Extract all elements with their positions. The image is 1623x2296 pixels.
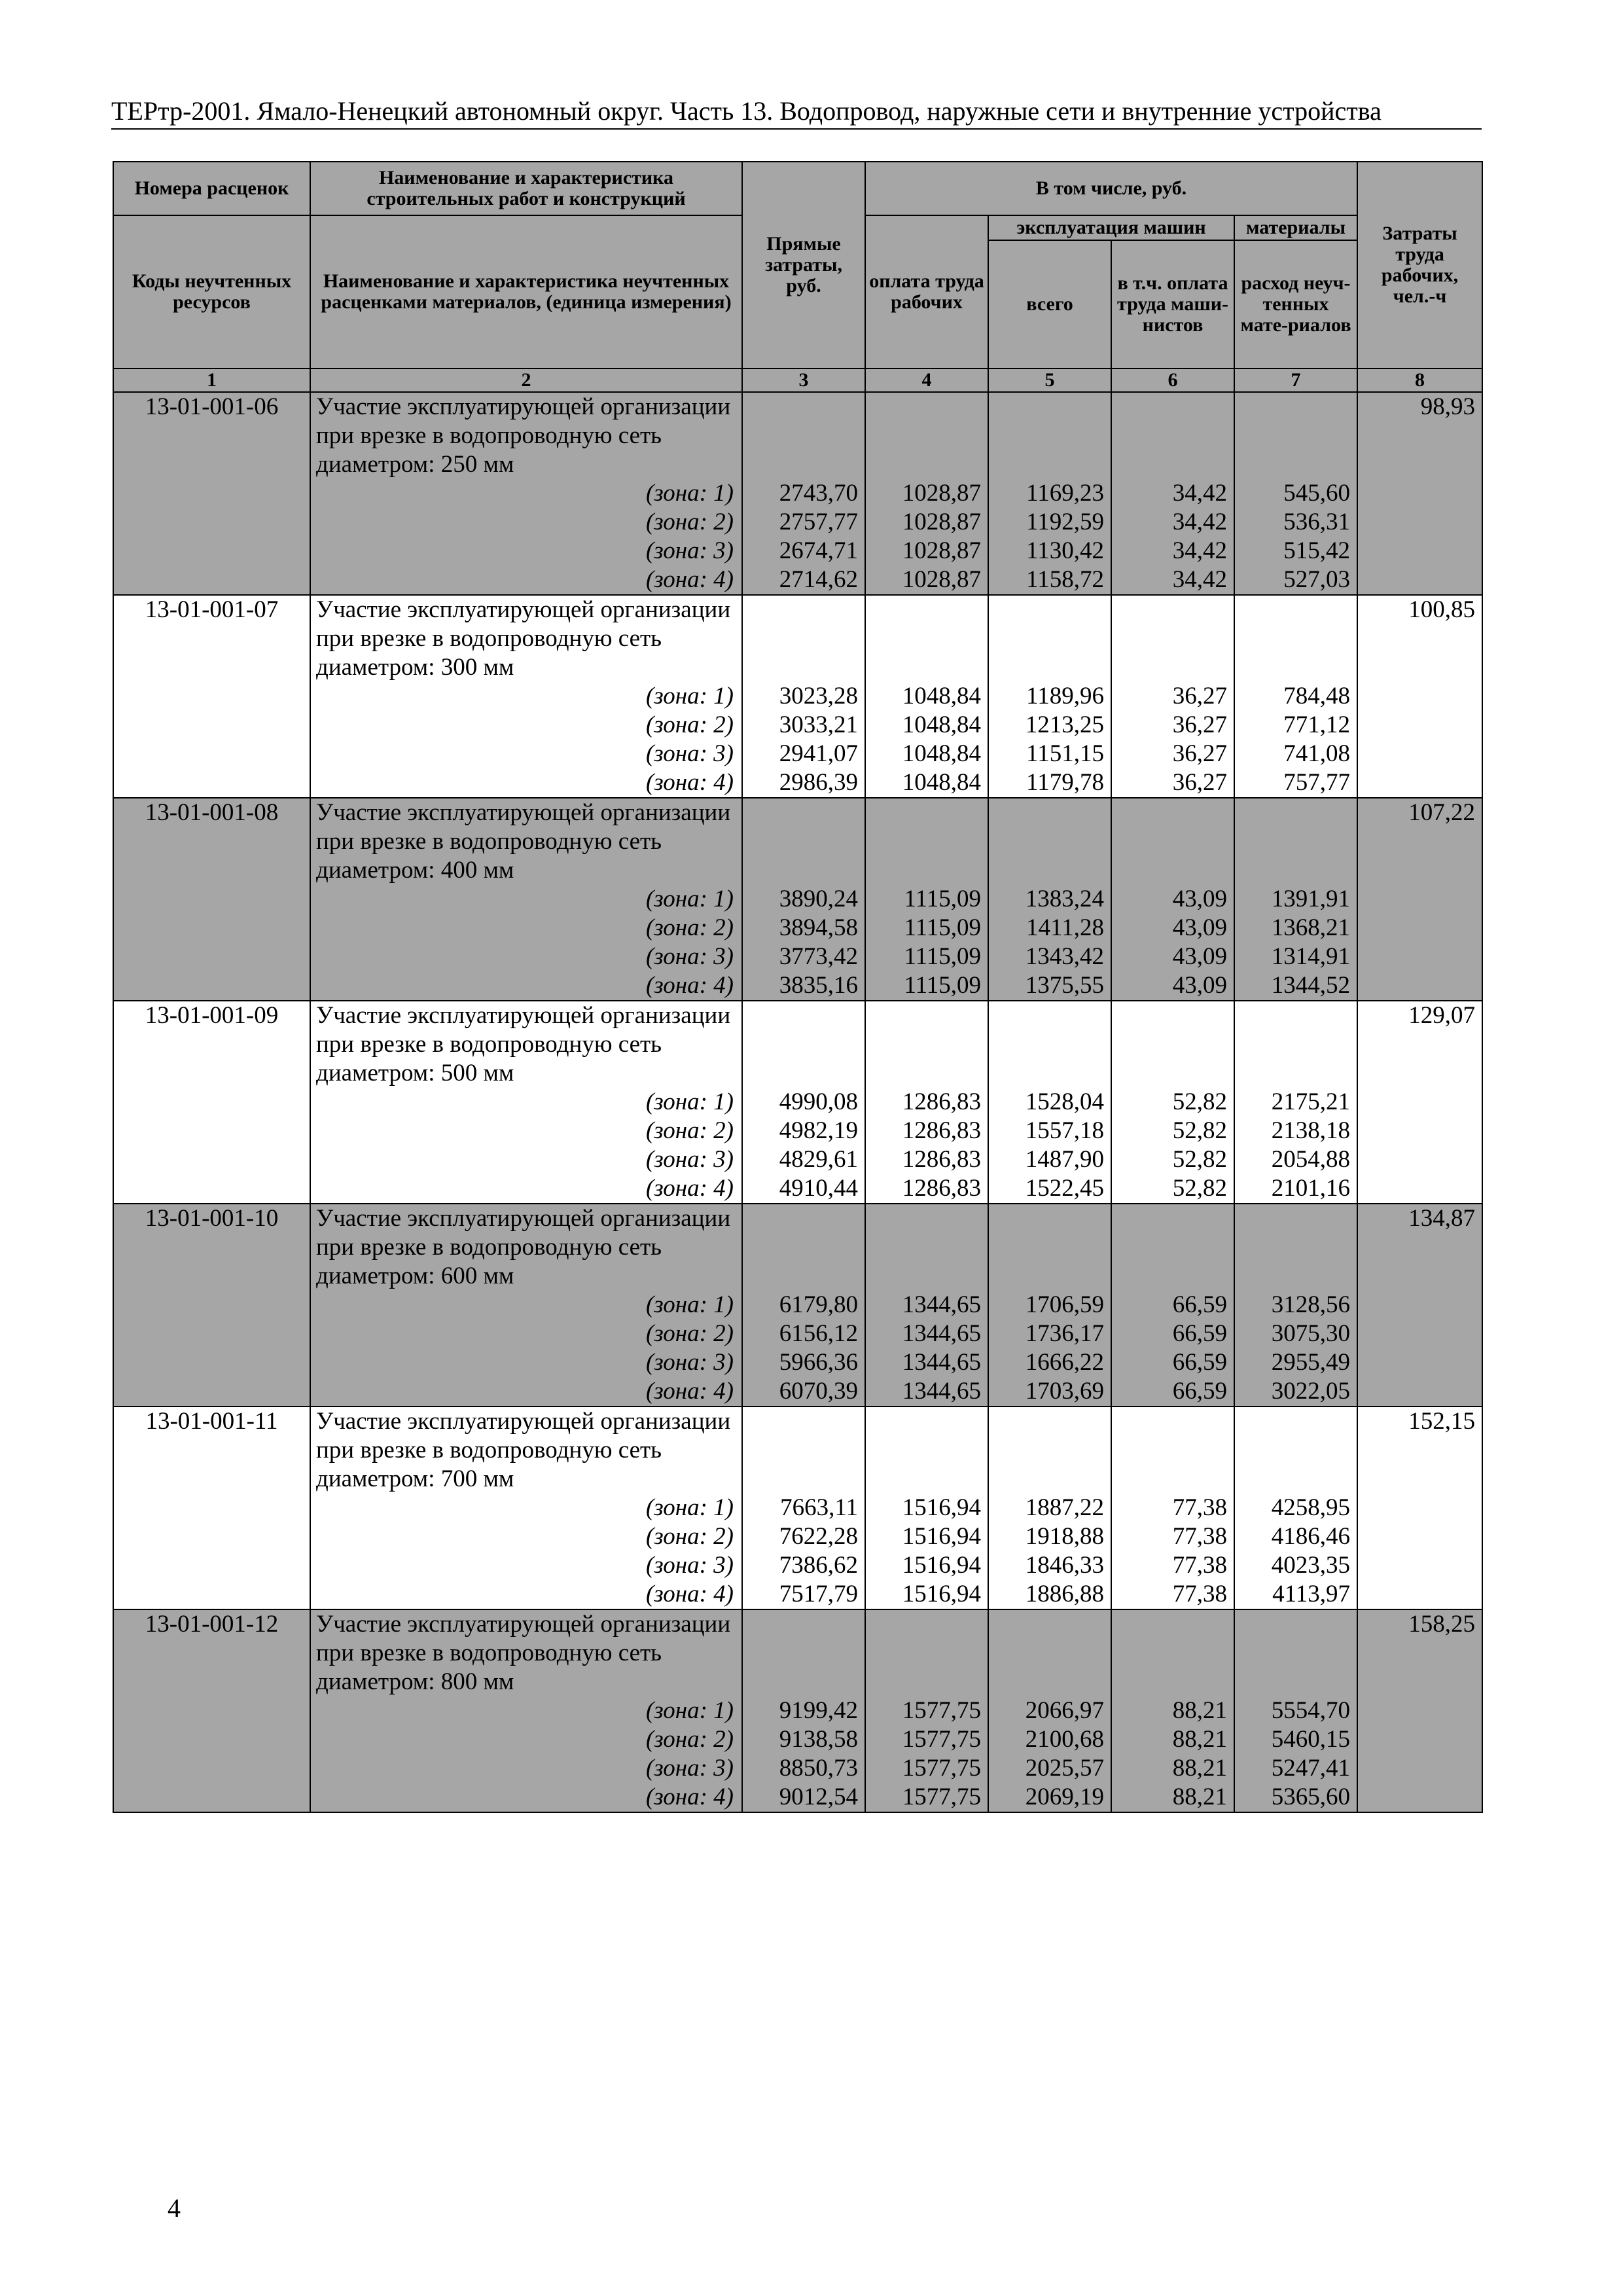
worker-wages: 1028,87	[865, 479, 988, 508]
rate-description: Участие эксплуатирующей организации при врезке в водопроводную сеть диаметром: 800 мм	[310, 1609, 742, 1696]
empty-cell	[865, 1609, 988, 1696]
zone-row	[113, 1580, 1482, 1609]
empty-cell	[742, 595, 865, 682]
machinist-wages: 66,59	[1111, 1377, 1234, 1407]
empty-cell	[742, 798, 865, 885]
worker-wages: 1286,83	[865, 1088, 988, 1117]
materials-cost: 4258,95	[1234, 1494, 1357, 1522]
column-number: 1	[113, 368, 310, 392]
machines-total: 1411,28	[988, 914, 1111, 942]
page-number: 4	[168, 2193, 181, 2223]
machinist-wages: 77,38	[1111, 1494, 1234, 1522]
zone-label: (зона: 1)	[310, 682, 742, 711]
direct-cost: 9138,58	[742, 1725, 865, 1754]
zone-row	[113, 740, 1482, 768]
empty-cell	[1111, 1407, 1234, 1494]
materials-cost: 3075,30	[1234, 1319, 1357, 1348]
worker-wages: 1516,94	[865, 1494, 988, 1522]
machines-total: 1557,18	[988, 1117, 1111, 1145]
empty-cell	[865, 1204, 988, 1291]
machines-total: 1706,59	[988, 1291, 1111, 1319]
zone-label: (зона: 3)	[310, 942, 742, 971]
direct-cost: 7622,28	[742, 1522, 865, 1551]
empty-cell	[865, 798, 988, 885]
worker-wages: 1115,09	[865, 971, 988, 1001]
zone-label: (зона: 3)	[310, 740, 742, 768]
machinist-wages: 88,21	[1111, 1783, 1234, 1812]
title-rule	[111, 128, 1482, 130]
machines-total: 1383,24	[988, 885, 1111, 914]
rate-code: 13-01-001-07	[113, 595, 310, 798]
header-labor-costs: Затраты труда рабочих, чел.-ч	[1357, 162, 1482, 368]
machines-total: 1169,23	[988, 479, 1111, 508]
zone-label: (зона: 2)	[310, 1725, 742, 1754]
direct-cost: 2941,07	[742, 740, 865, 768]
worker-wages: 1028,87	[865, 508, 988, 537]
empty-cell	[1234, 392, 1357, 479]
header-unaccounted-materials: расход неуч-тенных мате-риалов	[1234, 240, 1357, 368]
machines-total: 1189,96	[988, 682, 1111, 711]
machinist-wages: 43,09	[1111, 885, 1234, 914]
zone-row	[113, 1174, 1482, 1204]
worker-wages: 1048,84	[865, 740, 988, 768]
direct-cost: 7663,11	[742, 1494, 865, 1522]
machines-total: 2025,57	[988, 1754, 1111, 1783]
zone-row	[113, 1145, 1482, 1174]
worker-wages: 1344,65	[865, 1291, 988, 1319]
materials-cost: 536,31	[1234, 508, 1357, 537]
rate-description: Участие эксплуатирующей организации при врезке в водопроводную сеть диаметром: 300 мм	[310, 595, 742, 682]
labor-cost: 129,07	[1357, 1001, 1482, 1204]
materials-cost: 2054,88	[1234, 1145, 1357, 1174]
direct-cost: 6179,80	[742, 1291, 865, 1319]
worker-wages: 1286,83	[865, 1117, 988, 1145]
zone-row	[113, 711, 1482, 740]
machinist-wages: 36,27	[1111, 711, 1234, 740]
empty-cell	[1234, 1204, 1357, 1291]
zone-row	[113, 1696, 1482, 1725]
zone-label: (зона: 2)	[310, 1319, 742, 1348]
worker-wages: 1516,94	[865, 1580, 988, 1609]
labor-cost: 134,87	[1357, 1204, 1482, 1407]
rate-description: Участие эксплуатирующей организации при врезке в водопроводную сеть диаметром: 500 мм	[310, 1001, 742, 1088]
worker-wages: 1115,09	[865, 914, 988, 942]
materials-cost: 771,12	[1234, 711, 1357, 740]
header-including-group: В том числе, руб.	[865, 162, 1357, 215]
rate-code: 13-01-001-12	[113, 1609, 310, 1812]
materials-cost: 4023,35	[1234, 1551, 1357, 1580]
direct-cost: 5966,36	[742, 1348, 865, 1377]
materials-cost: 5247,41	[1234, 1754, 1357, 1783]
machines-total: 2066,97	[988, 1696, 1111, 1725]
worker-wages: 1344,65	[865, 1348, 988, 1377]
worker-wages: 1115,09	[865, 942, 988, 971]
machinist-wages: 43,09	[1111, 914, 1234, 942]
machines-total: 1179,78	[988, 768, 1111, 798]
machines-total: 1666,22	[988, 1348, 1111, 1377]
header-machines-total: всего	[988, 240, 1111, 368]
header-materials-group: материалы	[1234, 215, 1357, 240]
machinist-wages: 88,21	[1111, 1725, 1234, 1754]
direct-cost: 4910,44	[742, 1174, 865, 1204]
materials-cost: 3128,56	[1234, 1291, 1357, 1319]
zone-row	[113, 1348, 1482, 1377]
machines-total: 1846,33	[988, 1551, 1111, 1580]
direct-cost: 3023,28	[742, 682, 865, 711]
machinist-wages: 34,42	[1111, 537, 1234, 565]
empty-cell	[1234, 1609, 1357, 1696]
zone-label: (зона: 3)	[310, 1551, 742, 1580]
empty-cell	[1234, 1001, 1357, 1088]
machines-total: 1886,88	[988, 1580, 1111, 1609]
machines-total: 1918,88	[988, 1522, 1111, 1551]
zone-row	[113, 1377, 1482, 1407]
zone-row	[113, 1522, 1482, 1551]
direct-cost: 9199,42	[742, 1696, 865, 1725]
zone-label: (зона: 2)	[310, 711, 742, 740]
machinist-wages: 52,82	[1111, 1174, 1234, 1204]
zone-row	[113, 942, 1482, 971]
machines-total: 2069,19	[988, 1783, 1111, 1812]
direct-cost: 7386,62	[742, 1551, 865, 1580]
rate-code: 13-01-001-10	[113, 1204, 310, 1407]
materials-cost: 1368,21	[1234, 914, 1357, 942]
direct-cost: 2674,71	[742, 537, 865, 565]
zone-row	[113, 914, 1482, 942]
direct-cost: 2714,62	[742, 565, 865, 595]
machinist-wages: 88,21	[1111, 1696, 1234, 1725]
column-number: 7	[1234, 368, 1357, 392]
header-rate-numbers: Номера расценок	[113, 162, 310, 215]
zone-row	[113, 1494, 1482, 1522]
empty-cell	[742, 392, 865, 479]
zone-row	[113, 565, 1482, 595]
empty-cell	[988, 1204, 1111, 1291]
direct-cost: 2986,39	[742, 768, 865, 798]
empty-cell	[1111, 1204, 1234, 1291]
direct-cost: 3033,21	[742, 711, 865, 740]
worker-wages: 1577,75	[865, 1754, 988, 1783]
zone-label: (зона: 2)	[310, 914, 742, 942]
empty-cell	[742, 1407, 865, 1494]
machinist-wages: 66,59	[1111, 1291, 1234, 1319]
empty-cell	[865, 1001, 988, 1088]
direct-cost: 2757,77	[742, 508, 865, 537]
empty-cell	[1234, 1407, 1357, 1494]
zone-row	[113, 1291, 1482, 1319]
zone-row	[113, 1783, 1482, 1812]
machinist-wages: 43,09	[1111, 942, 1234, 971]
machinist-wages: 52,82	[1111, 1117, 1234, 1145]
zone-label: (зона: 1)	[310, 1291, 742, 1319]
materials-cost: 515,42	[1234, 537, 1357, 565]
header-work-name: Наименование и характеристика строительных работ и конструкций	[310, 162, 742, 215]
machines-total: 1343,42	[988, 942, 1111, 971]
table-header	[113, 162, 1482, 392]
materials-cost: 2955,49	[1234, 1348, 1357, 1377]
materials-cost: 3022,05	[1234, 1377, 1357, 1407]
direct-cost: 2743,70	[742, 479, 865, 508]
rate-description: Участие эксплуатирующей организации при врезке в водопроводную сеть диаметром: 400 мм	[310, 798, 742, 885]
zone-label: (зона: 4)	[310, 1377, 742, 1407]
empty-cell	[988, 595, 1111, 682]
machines-total: 1213,25	[988, 711, 1111, 740]
labor-cost: 152,15	[1357, 1407, 1482, 1609]
worker-wages: 1344,65	[865, 1377, 988, 1407]
rate-block	[113, 1001, 1482, 1204]
worker-wages: 1516,94	[865, 1551, 988, 1580]
worker-wages: 1344,65	[865, 1319, 988, 1348]
column-number: 3	[742, 368, 865, 392]
zone-label: (зона: 3)	[310, 537, 742, 565]
header-machines-group: эксплуатация машин	[988, 215, 1234, 240]
worker-wages: 1028,87	[865, 537, 988, 565]
zone-row	[113, 479, 1482, 508]
worker-wages: 1048,84	[865, 768, 988, 798]
zone-label: (зона: 4)	[310, 1783, 742, 1812]
zone-label: (зона: 2)	[310, 508, 742, 537]
worker-wages: 1048,84	[865, 682, 988, 711]
direct-cost: 3835,16	[742, 971, 865, 1001]
materials-cost: 1314,91	[1234, 942, 1357, 971]
machines-total: 1703,69	[988, 1377, 1111, 1407]
header-worker-wages: оплата труда рабочих	[865, 215, 988, 368]
worker-wages: 1577,75	[865, 1783, 988, 1812]
empty-cell	[865, 392, 988, 479]
worker-wages: 1286,83	[865, 1145, 988, 1174]
machines-total: 1158,72	[988, 565, 1111, 595]
materials-cost: 2138,18	[1234, 1117, 1357, 1145]
machines-total: 2100,68	[988, 1725, 1111, 1754]
empty-cell	[742, 1001, 865, 1088]
empty-cell	[865, 1407, 988, 1494]
machinist-wages: 66,59	[1111, 1348, 1234, 1377]
zone-label: (зона: 1)	[310, 885, 742, 914]
machinist-wages: 36,27	[1111, 740, 1234, 768]
zone-row	[113, 1088, 1482, 1117]
machinist-wages: 77,38	[1111, 1551, 1234, 1580]
empty-cell	[988, 392, 1111, 479]
zone-label: (зона: 2)	[310, 1522, 742, 1551]
materials-cost: 757,77	[1234, 768, 1357, 798]
direct-cost: 3890,24	[742, 885, 865, 914]
zone-label: (зона: 4)	[310, 1174, 742, 1204]
machinist-wages: 77,38	[1111, 1580, 1234, 1609]
machinist-wages: 77,38	[1111, 1522, 1234, 1551]
machines-total: 1528,04	[988, 1088, 1111, 1117]
zone-row	[113, 768, 1482, 798]
materials-cost: 4113,97	[1234, 1580, 1357, 1609]
materials-cost: 1344,52	[1234, 971, 1357, 1001]
rate-description: Участие эксплуатирующей организации при врезке в водопроводную сеть диаметром: 700 мм	[310, 1407, 742, 1494]
labor-cost: 158,25	[1357, 1609, 1482, 1812]
materials-cost: 2101,16	[1234, 1174, 1357, 1204]
zone-row	[113, 537, 1482, 565]
empty-cell	[1111, 392, 1234, 479]
worker-wages: 1516,94	[865, 1522, 988, 1551]
zone-label: (зона: 4)	[310, 971, 742, 1001]
labor-cost: 100,85	[1357, 595, 1482, 798]
worker-wages: 1577,75	[865, 1696, 988, 1725]
empty-cell	[742, 1204, 865, 1291]
materials-cost: 5365,60	[1234, 1783, 1357, 1812]
column-number: 6	[1111, 368, 1234, 392]
machinist-wages: 43,09	[1111, 971, 1234, 1001]
rate-code: 13-01-001-09	[113, 1001, 310, 1204]
header-direct-costs: Прямые затраты, руб.	[742, 162, 865, 368]
empty-cell	[1111, 1609, 1234, 1696]
materials-cost: 5554,70	[1234, 1696, 1357, 1725]
empty-cell	[1234, 595, 1357, 682]
rate-code: 13-01-001-06	[113, 392, 310, 595]
worker-wages: 1048,84	[865, 711, 988, 740]
direct-cost: 3773,42	[742, 942, 865, 971]
column-number: 4	[865, 368, 988, 392]
empty-cell	[988, 1001, 1111, 1088]
machinist-wages: 34,42	[1111, 565, 1234, 595]
machines-total: 1487,90	[988, 1145, 1111, 1174]
labor-cost: 107,22	[1357, 798, 1482, 1001]
empty-cell	[1111, 1001, 1234, 1088]
rate-block	[113, 1407, 1482, 1609]
rate-block	[113, 1204, 1482, 1407]
rate-block	[113, 595, 1482, 798]
empty-cell	[1111, 595, 1234, 682]
rate-description: Участие эксплуатирующей организации при врезке в водопроводную сеть диаметром: 250 мм	[310, 392, 742, 479]
rate-code: 13-01-001-11	[113, 1407, 310, 1609]
zone-label: (зона: 4)	[310, 768, 742, 798]
direct-cost: 8850,73	[742, 1754, 865, 1783]
column-number: 5	[988, 368, 1111, 392]
header-resource-codes: Коды неучтенных ресурсов	[113, 215, 310, 368]
empty-cell	[988, 1609, 1111, 1696]
rate-block	[113, 1609, 1482, 1812]
column-number: 8	[1357, 368, 1482, 392]
zone-row	[113, 508, 1482, 537]
empty-cell	[1234, 798, 1357, 885]
worker-wages: 1286,83	[865, 1174, 988, 1204]
empty-cell	[865, 595, 988, 682]
zone-row	[113, 885, 1482, 914]
machines-total: 1887,22	[988, 1494, 1111, 1522]
materials-cost: 4186,46	[1234, 1522, 1357, 1551]
machines-total: 1736,17	[988, 1319, 1111, 1348]
zone-label: (зона: 3)	[310, 1348, 742, 1377]
rate-description: Участие эксплуатирующей организации при врезке в водопроводную сеть диаметром: 600 мм	[310, 1204, 742, 1291]
machinist-wages: 34,42	[1111, 479, 1234, 508]
zone-label: (зона: 1)	[310, 479, 742, 508]
worker-wages: 1577,75	[865, 1725, 988, 1754]
machines-total: 1130,42	[988, 537, 1111, 565]
direct-cost: 4829,61	[742, 1145, 865, 1174]
worker-wages: 1028,87	[865, 565, 988, 595]
machinist-wages: 34,42	[1111, 508, 1234, 537]
zone-label: (зона: 3)	[310, 1754, 742, 1783]
zone-row	[113, 1319, 1482, 1348]
materials-cost: 741,08	[1234, 740, 1357, 768]
rate-block	[113, 392, 1482, 595]
zone-row	[113, 1117, 1482, 1145]
direct-cost: 9012,54	[742, 1783, 865, 1812]
machines-total: 1522,45	[988, 1174, 1111, 1204]
zone-label: (зона: 4)	[310, 1580, 742, 1609]
direct-cost: 3894,58	[742, 914, 865, 942]
machinist-wages: 88,21	[1111, 1754, 1234, 1783]
machines-total: 1151,15	[988, 740, 1111, 768]
machinist-wages: 36,27	[1111, 682, 1234, 711]
header-material-name: Наименование и характеристика неучтенных расценками материалов, (единица измерения)	[310, 215, 742, 368]
zone-label: (зона: 2)	[310, 1117, 742, 1145]
direct-cost: 7517,79	[742, 1580, 865, 1609]
zone-row	[113, 1725, 1482, 1754]
worker-wages: 1115,09	[865, 885, 988, 914]
materials-cost: 2175,21	[1234, 1088, 1357, 1117]
direct-cost: 6156,12	[742, 1319, 865, 1348]
zone-row	[113, 682, 1482, 711]
machinist-wages: 36,27	[1111, 768, 1234, 798]
machinist-wages: 52,82	[1111, 1145, 1234, 1174]
materials-cost: 545,60	[1234, 479, 1357, 508]
zone-row	[113, 1551, 1482, 1580]
direct-cost: 6070,39	[742, 1377, 865, 1407]
header-machinist-wages: в т.ч. оплата труда маши-нистов	[1111, 240, 1234, 368]
machines-total: 1192,59	[988, 508, 1111, 537]
zone-row	[113, 971, 1482, 1001]
running-title: ТЕРтр-2001. Ямало-Ненецкий автономный округ. Часть 13. Водопровод, наружные сети и внутренние устройства	[111, 96, 1382, 126]
empty-cell	[1111, 798, 1234, 885]
empty-cell	[742, 1609, 865, 1696]
zone-label: (зона: 4)	[310, 565, 742, 595]
zone-label: (зона: 1)	[310, 1494, 742, 1522]
labor-cost: 98,93	[1357, 392, 1482, 595]
rates-table	[113, 161, 1483, 1813]
materials-cost: 5460,15	[1234, 1725, 1357, 1754]
rate-block	[113, 798, 1482, 1001]
machinist-wages: 66,59	[1111, 1319, 1234, 1348]
machines-total: 1375,55	[988, 971, 1111, 1001]
materials-cost: 527,03	[1234, 565, 1357, 595]
zone-row	[113, 1754, 1482, 1783]
column-number: 2	[310, 368, 742, 392]
direct-cost: 4982,19	[742, 1117, 865, 1145]
zone-label: (зона: 3)	[310, 1145, 742, 1174]
materials-cost: 1391,91	[1234, 885, 1357, 914]
zone-label: (зона: 1)	[310, 1088, 742, 1117]
empty-cell	[988, 798, 1111, 885]
materials-cost: 784,48	[1234, 682, 1357, 711]
zone-label: (зона: 1)	[310, 1696, 742, 1725]
rate-code: 13-01-001-08	[113, 798, 310, 1001]
machinist-wages: 52,82	[1111, 1088, 1234, 1117]
direct-cost: 4990,08	[742, 1088, 865, 1117]
empty-cell	[988, 1407, 1111, 1494]
